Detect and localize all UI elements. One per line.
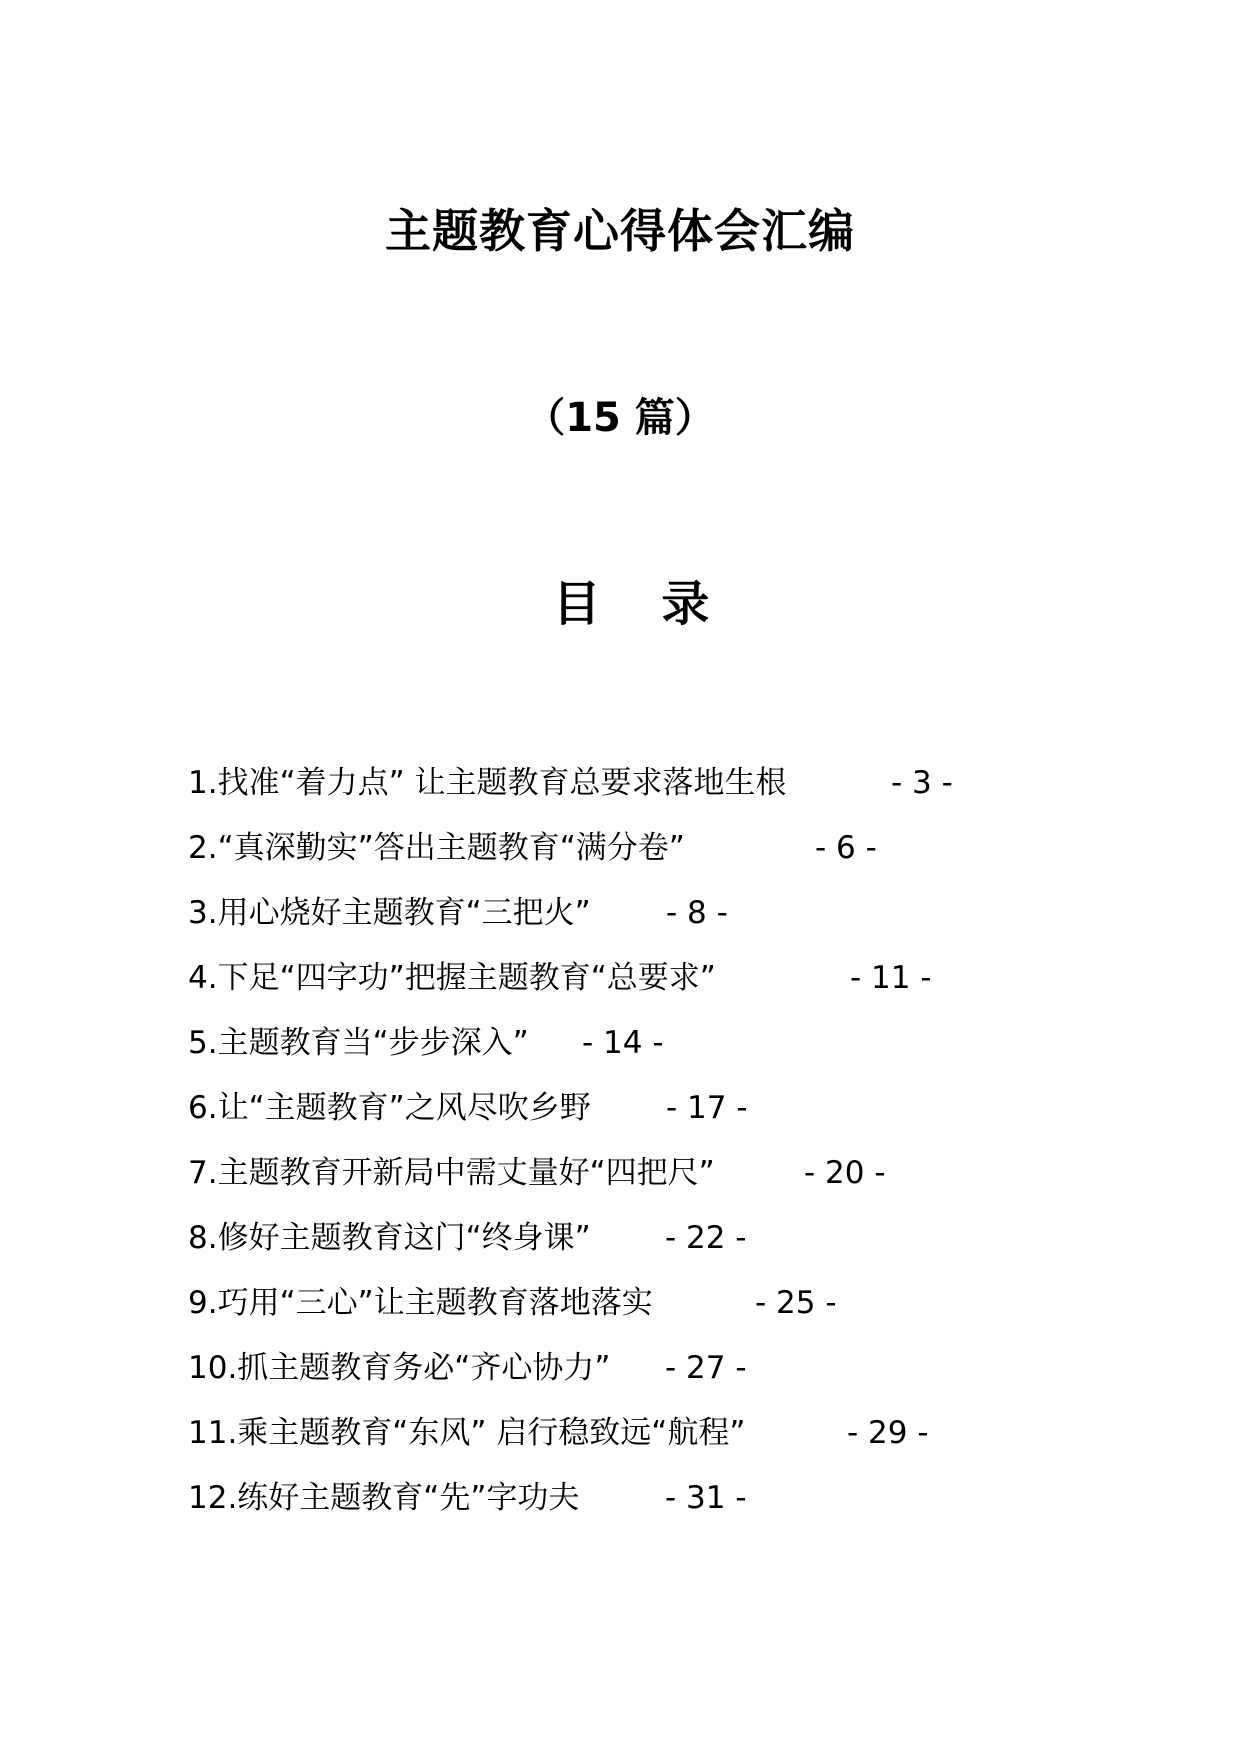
toc-entry[interactable] <box>188 826 1088 891</box>
toc-entry[interactable] <box>188 1281 1088 1346</box>
toc-entry-page: - 25 - <box>755 1285 837 1321</box>
toc-entry-page: - 14 - <box>582 1025 664 1061</box>
toc-entry-title: 11.乘主题教育“东风” 启行稳致远“航程” <box>188 1415 746 1451</box>
toc-entry-title: 4.下足“四字功”把握主题教育“总要求” <box>188 960 716 996</box>
toc-entry[interactable] <box>188 1151 1088 1216</box>
toc-entry[interactable] <box>188 891 1088 956</box>
toc-entry-page: - 17 - <box>666 1090 748 1126</box>
toc-entry[interactable] <box>188 1346 1088 1411</box>
document-subtitle: （15 篇） <box>525 395 715 441</box>
toc-entry[interactable] <box>188 1021 1088 1086</box>
toc-entry-title: 12.练好主题教育“先”字功夫 <box>188 1480 580 1516</box>
toc-entry-page: - 31 - <box>665 1480 747 1516</box>
toc-heading: 目 录 <box>552 576 732 632</box>
table-of-contents <box>188 761 1088 1541</box>
toc-entry-title: 5.主题教育当“步步深入” <box>188 1025 529 1061</box>
toc-entry[interactable] <box>188 1476 1088 1541</box>
toc-entry-title: 8.修好主题教育这门“终身课” <box>188 1220 591 1256</box>
toc-entry[interactable] <box>188 1411 1088 1476</box>
toc-entry-title: 3.用心烧好主题教育“三把火” <box>188 895 591 931</box>
toc-entry[interactable] <box>188 1086 1088 1151</box>
toc-entry-page: - 11 - <box>850 960 932 996</box>
toc-entry-page: - 3 - <box>891 765 953 801</box>
toc-entry-page: - 22 - <box>665 1220 747 1256</box>
toc-entry-title: 6.让“主题教育”之风尽吹乡野 <box>188 1090 591 1126</box>
toc-entry[interactable] <box>188 761 1088 826</box>
toc-entry-page: - 8 - <box>666 895 728 931</box>
toc-entry-page: - 6 - <box>815 830 877 866</box>
toc-entry-title: 7.主题教育开新局中需丈量好“四把尺” <box>188 1155 715 1191</box>
toc-entry-page: - 27 - <box>665 1350 747 1386</box>
toc-entry[interactable] <box>188 956 1088 1021</box>
toc-entry-page: - 29 - <box>847 1415 929 1451</box>
document-title: 主题教育心得体会汇编 <box>385 204 855 258</box>
toc-entry-page: - 20 - <box>804 1155 886 1191</box>
toc-entry-title: 10.抓主题教育务必“齐心协力” <box>188 1350 611 1386</box>
toc-entry-title: 1.找准“着力点” 让主题教育总要求落地生根 <box>188 765 787 801</box>
toc-entry-title: 2.“真深勤实”答出主题教育“满分卷” <box>188 830 685 866</box>
toc-entry[interactable] <box>188 1216 1088 1281</box>
toc-entry-title: 9.巧用“三心”让主题教育落地落实 <box>188 1285 653 1321</box>
